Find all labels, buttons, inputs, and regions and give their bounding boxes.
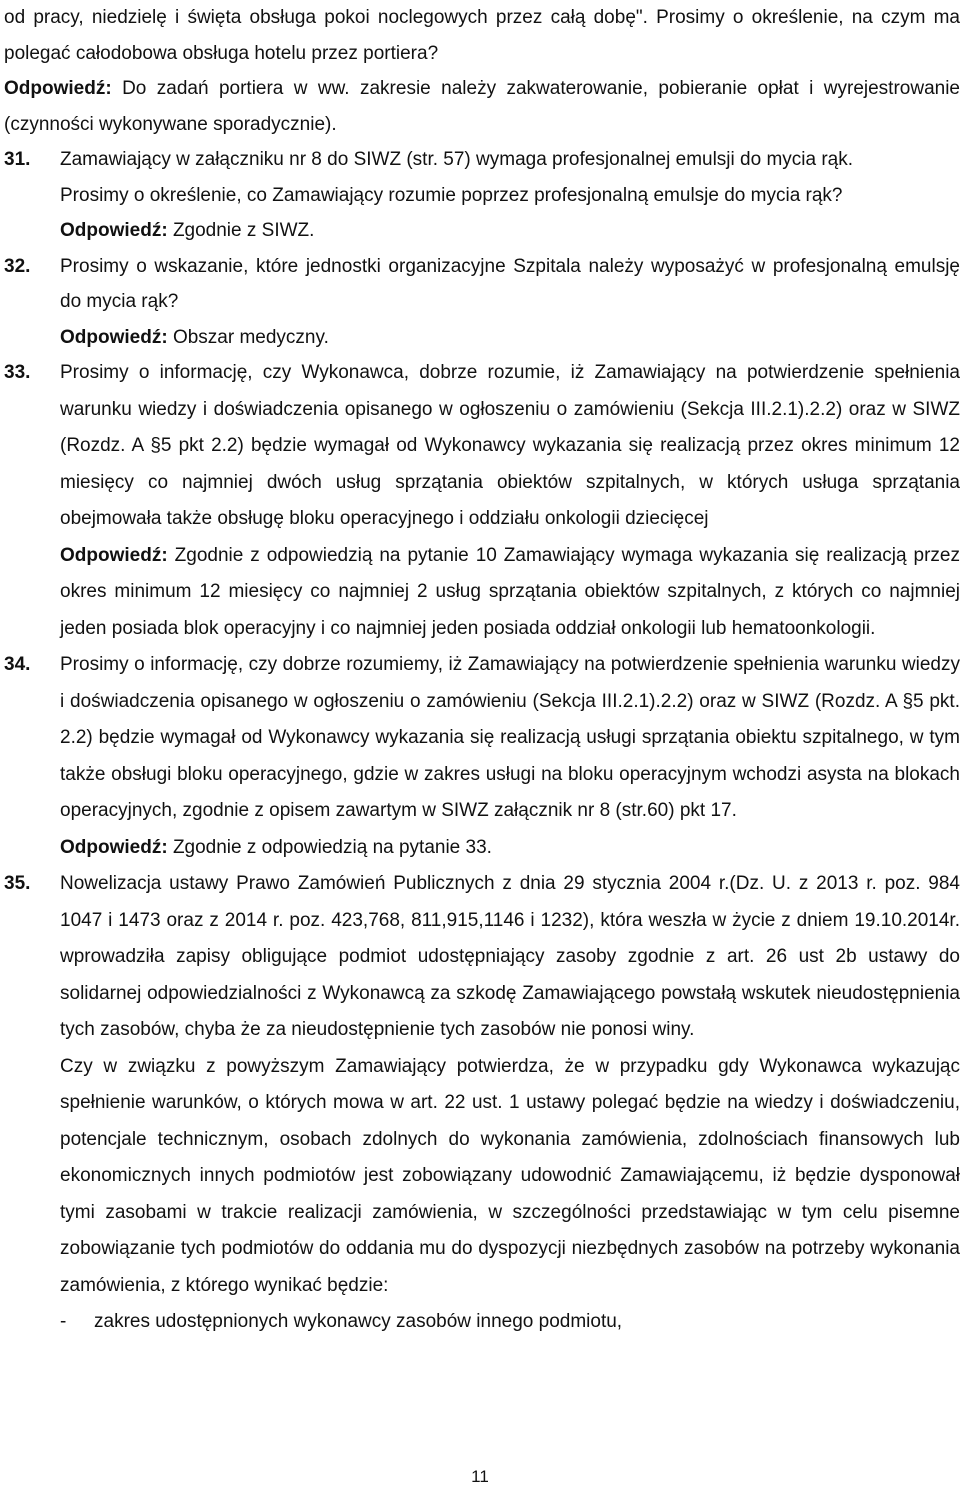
page-number: 11	[471, 1467, 489, 1486]
answer	[60, 213, 960, 249]
question-number: 31.	[4, 149, 31, 170]
bullet-item	[60, 1304, 960, 1341]
answer-text: Do zadań portiera w ww. zakresie należy zakwaterowanie, pobieranie opłat i wyrejestrowanie (czynności wykonywane sporadycznie).	[4, 78, 960, 135]
answer	[60, 538, 960, 648]
bullet-dash: -	[60, 1311, 67, 1332]
question-item-32	[4, 249, 960, 356]
question-number: 34.	[4, 654, 31, 675]
question-text: Prosimy o wskazanie, które jednostki organizacyjne Szpitala należy wyposażyć w profesjonalną emulsję do mycia rąk?	[60, 255, 960, 312]
answer-label: Odpowiedź:	[4, 78, 112, 99]
question-text: Prosimy o określenie, co Zamawiający rozumie poprzez profesjonalną emulsje do mycia rąk?	[60, 184, 843, 206]
question-text: Nowelizacja ustawy Prawo Zamówień Publicznych z dnia 29 stycznia 2004 r.(Dz. U. z 2013 r. poz. 984 1047 i 1473 oraz z 2014 r. poz. 423,768, 811,915,1146 i 1232), która weszła w życie z dniem 19.10.2014r. wprowadziła zapisy obligujące podmiot udostępniający zasoby zgodnie z art. 26 ust 2b ustawy do solidarnej odpowiedzialności z Wykonawcą za szkodę Zamawiającego powstałą wskutek nieudostępnienia tych zasobów, chyba że za nieudostępnienie tych zasobów nie ponosi winy.	[60, 873, 960, 1040]
intro-question: od pracy, niedzielę i święta obsługa pokoi noclegowych przez całą dobę". Prosimy o określenie, na czym ma polegać całodobowa obsługa hotelu przez portiera?	[4, 7, 960, 64]
intro-answer	[4, 71, 960, 142]
answer-label: Odpowiedź:	[60, 220, 168, 241]
answer-label: Odpowiedź:	[60, 326, 168, 348]
document-body	[4, 0, 960, 1341]
answer-text: Zgodnie z odpowiedzią na pytanie 10 Zamawiający wymaga wykazania się realizacją przez okres minimum 12 miesięcy co najmniej 2 usług sprzątania obiektów szpitalnych, z których co najmniej jeden posiada blok operacyjny i co najmniej jeden posiada oddział onkologii lub hematoonkologii.	[60, 544, 960, 639]
answer-text: Obszar medyczny.	[172, 326, 329, 348]
question-number: 32.	[4, 255, 31, 277]
answer-text: Zgodnie z odpowiedzią na pytanie 33.	[172, 836, 492, 858]
question-item-34	[4, 647, 960, 866]
question-number: 33.	[4, 362, 31, 383]
answer-label: Odpowiedź:	[60, 836, 168, 858]
question-text: Zamawiający w załączniku nr 8 do SIWZ (str. 57) wymaga profesjonalnej emulsji do mycia rąk.	[60, 149, 854, 170]
question-text: Prosimy o informację, czy dobrze rozumiemy, iż Zamawiający na potwierdzenie spełnienia warunku wiedzy i doświadczenia opisanego w ogłoszeniu o zamówieniu (Sekcja III.2.1).2.2) oraz w SIWZ (Rozdz. A §5 pkt. 2.2) będzie wymagał od Wykonawcy wykazania się realizacją usługi sprzątania obiektu szpitalnego, w tym także obsługi bloku operacyjnego, gdzie w zakres usługi na bloku operacyjnym wchodzi asysta na blokach operacyjnych, zgodnie z opisem zawartym w SIWZ załącznik nr 8 (str.60) pkt 17.	[60, 654, 960, 821]
answer-text: Zgodnie z SIWZ.	[172, 220, 315, 241]
question-text: Prosimy o informację, czy Wykonawca, dobrze rozumie, iż Zamawiający na potwierdzenie spełnienia warunku wiedzy i doświadczenia opisanego w ogłoszeniu o zamówieniu (Sekcja III.2.1).2.2) oraz w SIWZ (Rozdz. A §5 pkt 2.2) będzie wymagał od Wykonawcy wykazania się realizacją przez okres minimum 12 miesięcy co najmniej dwóch usług sprzątania obiektów szpitalnych, w których usługa sprzątania obejmowała także obsługę bloku operacyjnego i oddziału onkologii dziecięcej	[60, 362, 960, 529]
question-text: Czy w związku z powyższym Zamawiający potwierdza, że w przypadku gdy Wykonawca wykazując spełnienie warunków, o których mowa w art. 22 ust. 1 ustawy polegać będzie na wiedzy i doświadczeniu, potencjale technicznym, osobach zdolnych do wykonania zamówienia, zdolnościach finansowych lub ekonomicznych innych podmiotów jest zobowiązany udowodnić Zamawiającemu, iż będzie dysponował tymi zasobami w trakcie realizacji zamówienia, w szczególności przedstawiając w tym celu pisemne zobowiązanie tych podmiotów do oddania mu do dyspozycji niezbędnych zasobów na potrzeby wykonania zamówienia, z którego wynikać będzie:	[60, 1055, 960, 1296]
answer	[60, 830, 960, 867]
question-item-31	[4, 142, 960, 249]
bullet-text: zakres udostępnionych wykonawcy zasobów innego podmiotu,	[94, 1311, 623, 1332]
answer	[60, 320, 960, 356]
intro-block	[4, 0, 960, 142]
question-item-35	[4, 866, 960, 1341]
question-number: 35.	[4, 873, 31, 894]
question-item-33	[4, 355, 960, 647]
answer-label: Odpowiedź:	[60, 544, 168, 566]
